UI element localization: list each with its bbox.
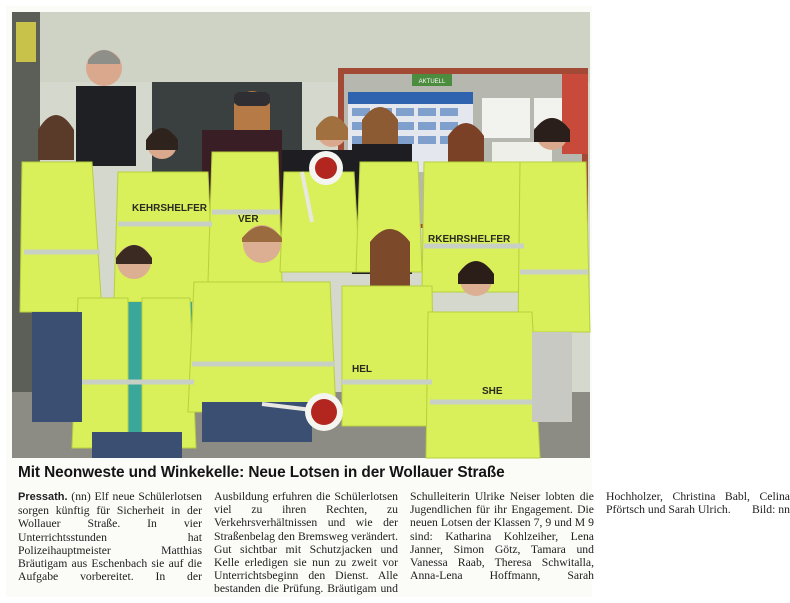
photo-credit: Bild: nn	[752, 503, 790, 517]
article-headline: Mit Neonweste und Winkekelle: Neue Lotsen in der Wollauer Straße	[18, 464, 505, 481]
svg-text:SHE: SHE	[482, 386, 503, 397]
article-dateline: Pressath.	[18, 491, 68, 503]
newspaper-clipping	[6, 6, 790, 597]
svg-text:RKEHRSHELFER: RKEHRSHELFER	[428, 234, 511, 245]
group-photo-icon	[12, 12, 590, 458]
svg-text:VER: VER	[238, 214, 259, 225]
svg-text:HEL: HEL	[352, 364, 372, 375]
article-text: (nn) Elf neue Schülerlotsen sorgen künftig für Sicherheit in der Wollauer Straße. In vier Unterrichtsstunden hat Polizeihauptmeister Matthias Bräutigam aus Eschenbach sie auf die Aufgabe vorbereitet. In der Ausbildung erfuhren die Schülerlotsen viel zu ihren Rechten, zu Verkehrsverhältnissen und wie der Straßenbelag den Bremsweg verändert. Gut sichtbar mit Schutzjacken und Kelle erledigen sie nun zu zweit vor Unterrichtsbeginn den Dienst. Alle bestanden die Prüfung. Bräutigam und Schulleiterin Ulrike Neiser lobten die Jugendlichen für ihr Engagement. Die neuen Lotsen der Klassen 7, 9 und M 9 sind: Katharina Kohlzeiher, Lena Janner, Simon Götz, Tamara und Vanessa Raab, Theresa Schwitalla, Anna-Lena Hoffmann, Sarah Hochholzer, Christina Babl, Celina Pförtsch und Sarah Ulrich.	[18, 490, 790, 596]
svg-text:KEHRSHELFER: KEHRSHELFER	[132, 203, 208, 214]
group-photo	[12, 12, 590, 458]
svg-text:AKTUELL: AKTUELL	[418, 79, 446, 85]
article-body	[18, 490, 790, 596]
